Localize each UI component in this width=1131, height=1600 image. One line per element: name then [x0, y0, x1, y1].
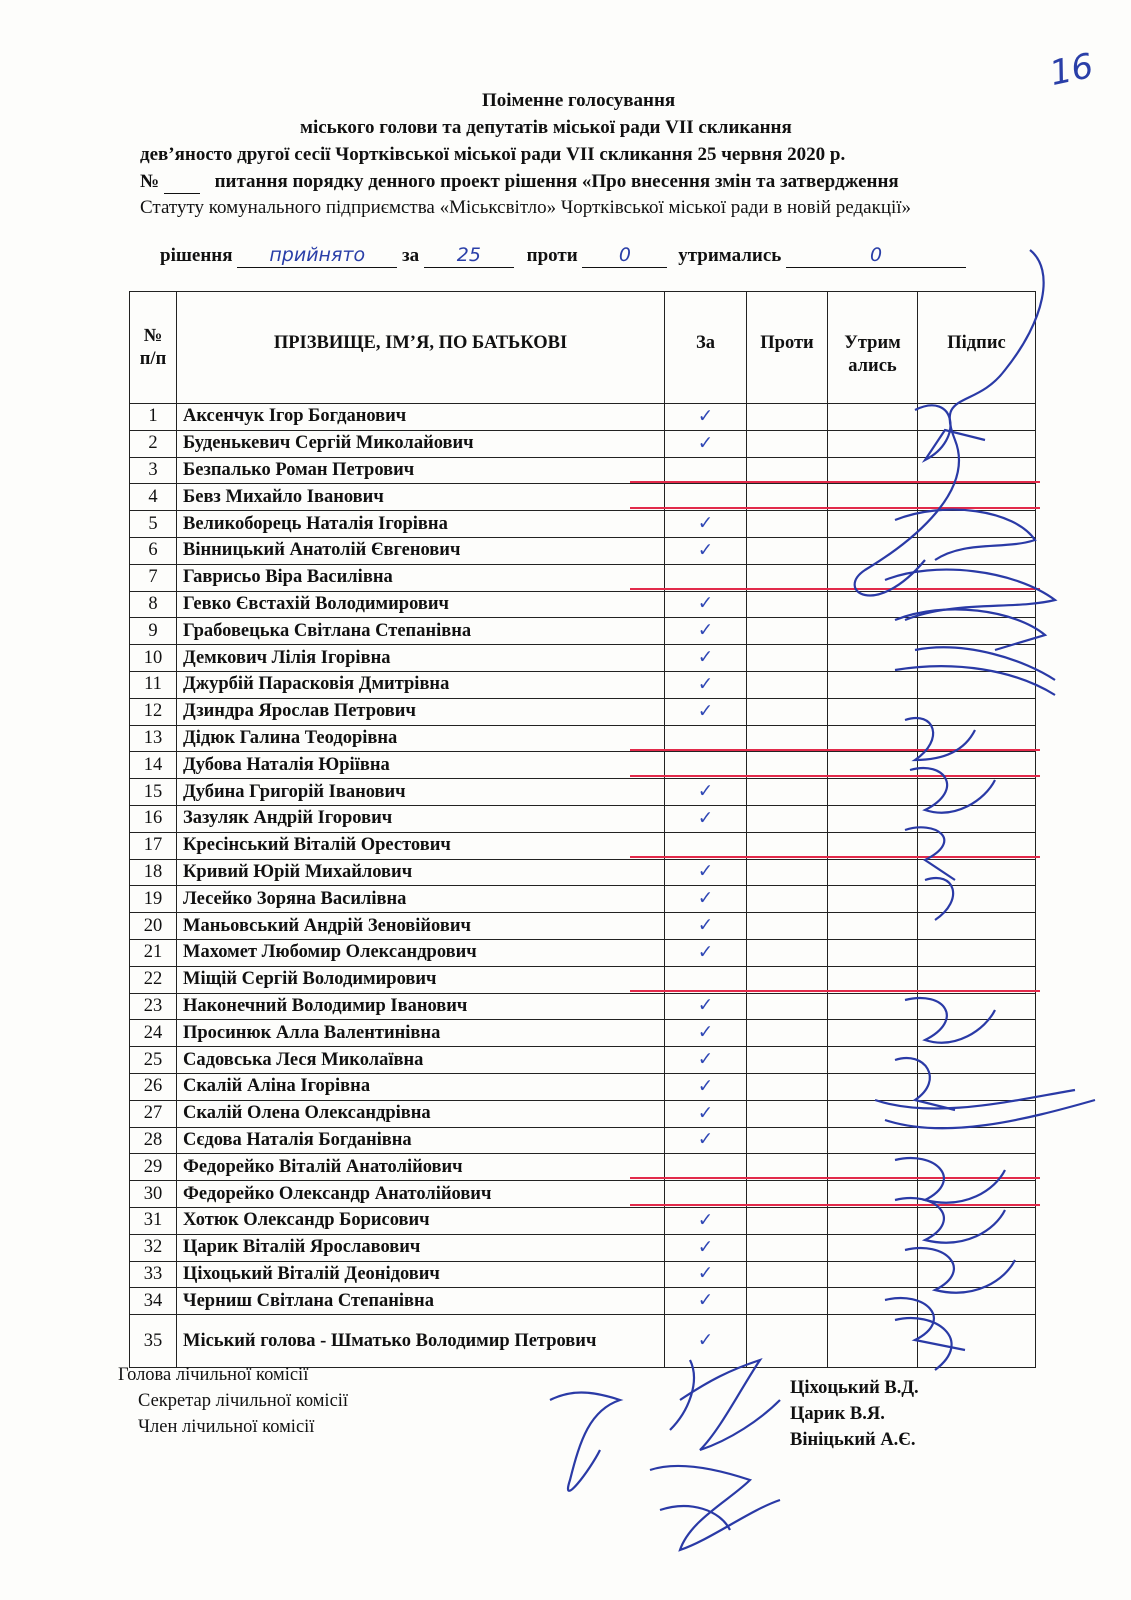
col-header-against: Проти [747, 292, 828, 404]
row-number: 25 [130, 1047, 177, 1074]
header-line-3: дев’яносто другої сесії Чортківської міської ради VII скликання 25 червня 2020 р. [140, 144, 846, 165]
header-line-5: Статуту комунального підприємства «Міськсвітло» Чортківської міської ради в новій редакції» [140, 197, 912, 218]
check-mark-icon: ✓ [697, 1263, 714, 1285]
col-header-name: ПРІЗВИЩЕ, ІМ’Я, ПО БАТЬКОВІ [177, 292, 665, 404]
row-number: 12 [130, 698, 177, 725]
vote-for-cell [665, 913, 747, 940]
deputy-name: Безпалько Роман Петрович [177, 457, 665, 484]
row-number: 28 [130, 1127, 177, 1154]
row-number: 17 [130, 832, 177, 859]
member-name: Вініцький А.Є. [790, 1430, 916, 1450]
row-number: 24 [130, 1020, 177, 1047]
row-number: 30 [130, 1181, 177, 1208]
col-header-signature: Підпис [918, 292, 1036, 404]
check-mark-icon: ✓ [697, 405, 714, 427]
deputy-name: Міський голова - Шматько Володимир Петрович [177, 1315, 665, 1368]
deputy-name: Сєдова Наталія Богданівна [177, 1127, 665, 1154]
chair-label: Голова лічильної комісії [118, 1365, 309, 1385]
deputy-name: Демкович Лілія Ігорівна [177, 645, 665, 672]
deputy-name: Грабовецька Світлана Степанівна [177, 618, 665, 645]
row-number: 4 [130, 484, 177, 511]
check-mark-icon: ✓ [697, 915, 714, 937]
row-number: 33 [130, 1261, 177, 1288]
against-value: 0 [618, 244, 631, 266]
check-mark-icon: ✓ [697, 807, 714, 829]
col-header-for: За [665, 292, 747, 404]
deputy-name: Міщій Сергій Володимирович [177, 966, 665, 993]
deputy-name: Хотюк Олександр Борисович [177, 1207, 665, 1234]
for-value: 25 [456, 244, 481, 266]
row-number: 27 [130, 1100, 177, 1127]
vote-for-cell [665, 725, 747, 752]
vote-for-cell [665, 591, 747, 618]
row-number: 7 [130, 564, 177, 591]
row-number: 34 [130, 1288, 177, 1315]
row-number: 3 [130, 457, 177, 484]
deputy-name: Скалій Аліна Ігорівна [177, 1073, 665, 1100]
deputy-name: Аксенчук Ігор Богданович [177, 404, 665, 431]
vote-for-cell [665, 404, 747, 431]
secretary-label: Секретар лічильної комісії [138, 1391, 349, 1411]
deputy-name: Кривий Юрій Михайлович [177, 859, 665, 886]
deputy-name: Махомет Любомир Олександрович [177, 939, 665, 966]
vote-for-cell [665, 886, 747, 913]
check-mark-icon: ✓ [697, 1049, 714, 1071]
vote-for-cell [665, 537, 747, 564]
deputy-name: Маньовський Андрій Зеновійович [177, 913, 665, 940]
check-mark-icon: ✓ [697, 781, 714, 803]
vote-for-cell [665, 698, 747, 725]
check-mark-icon: ✓ [697, 888, 714, 910]
document-title: Поіменне голосування [482, 90, 676, 111]
vote-for-cell [665, 1234, 747, 1261]
vote-for-cell [665, 511, 747, 538]
member-label: Член лічильної комісії [138, 1417, 315, 1437]
vote-for-cell [665, 1073, 747, 1100]
item-number-blank [164, 171, 200, 194]
deputy-name: Гаврисьо Віра Василівна [177, 564, 665, 591]
vote-for-cell [665, 457, 747, 484]
item-number-label: № [140, 171, 160, 192]
for-value-field [424, 244, 514, 268]
deputy-name: Наконечний Володимир Іванович [177, 993, 665, 1020]
deputy-name: Лесейко Зоряна Василівна [177, 886, 665, 913]
check-mark-icon: ✓ [697, 620, 714, 642]
row-number: 2 [130, 430, 177, 457]
vote-for-cell [665, 1100, 747, 1127]
check-mark-icon: ✓ [697, 647, 714, 669]
abstain-label: утримались [678, 245, 782, 266]
vote-for-cell [665, 1127, 747, 1154]
row-number: 11 [130, 671, 177, 698]
check-mark-icon: ✓ [697, 995, 714, 1017]
row-number: 32 [130, 1234, 177, 1261]
secretary-name: Царик В.Я. [790, 1404, 885, 1424]
page-number: 16 [1046, 45, 1097, 95]
vote-for-cell [665, 939, 747, 966]
vote-for-cell [665, 805, 747, 832]
check-mark-icon: ✓ [697, 539, 714, 561]
check-mark-icon: ✓ [697, 1209, 714, 1231]
row-number: 14 [130, 752, 177, 779]
deputy-name: Скалій Олена Олександрівна [177, 1100, 665, 1127]
vote-for-cell [665, 1047, 747, 1074]
check-mark-icon: ✓ [697, 1290, 714, 1312]
vote-for-cell [665, 645, 747, 672]
deputy-name: Вінницький Анатолій Євгенович [177, 537, 665, 564]
col-header-number: № п/п [130, 292, 177, 404]
deputy-name: Федорейко Віталій Анатолійович [177, 1154, 665, 1181]
vote-for-cell [665, 1261, 747, 1288]
vote-for-cell [665, 966, 747, 993]
abstain-value: 0 [870, 244, 883, 266]
deputy-name: Джурбій Парасковія Дмитрівна [177, 671, 665, 698]
vote-for-cell [665, 1288, 747, 1315]
row-number: 18 [130, 859, 177, 886]
row-number: 1 [130, 404, 177, 431]
deputy-name: Дубова Наталія Юріївна [177, 752, 665, 779]
vote-for-cell [665, 671, 747, 698]
check-mark-icon: ✓ [697, 941, 714, 963]
deputy-name: Просинюк Алла Валентинівна [177, 1020, 665, 1047]
vote-for-cell [665, 1207, 747, 1234]
commission-signatures [530, 1340, 820, 1590]
for-label: за [402, 245, 420, 266]
row-number: 29 [130, 1154, 177, 1181]
row-number: 16 [130, 805, 177, 832]
check-mark-icon: ✓ [697, 861, 714, 883]
check-mark-icon: ✓ [697, 593, 714, 615]
vote-for-cell [665, 779, 747, 806]
row-number: 31 [130, 1207, 177, 1234]
check-mark-icon: ✓ [697, 1075, 714, 1097]
deputy-name: Дзиндра Ярослав Петрович [177, 698, 665, 725]
row-number: 26 [130, 1073, 177, 1100]
col-header-abstain: Утримались [828, 292, 918, 404]
header-line-4 [140, 171, 1035, 194]
row-number: 35 [130, 1315, 177, 1368]
against-label: проти [526, 245, 578, 266]
row-number: 23 [130, 993, 177, 1020]
check-mark-icon: ✓ [697, 513, 714, 535]
deputy-name: Садовська Леся Миколаївна [177, 1047, 665, 1074]
check-mark-icon: ✓ [697, 1102, 714, 1124]
vote-for-cell [665, 859, 747, 886]
deputy-name: Кресінський Віталій Орестович [177, 832, 665, 859]
vote-for-cell [665, 618, 747, 645]
row-number: 8 [130, 591, 177, 618]
check-mark-icon: ✓ [697, 1236, 714, 1258]
deputy-name: Дубина Григорій Іванович [177, 779, 665, 806]
vote-for-cell [665, 993, 747, 1020]
vote-for-cell [665, 1020, 747, 1047]
row-number: 13 [130, 725, 177, 752]
check-mark-icon: ✓ [697, 1330, 714, 1352]
deputy-name: Дідюк Галина Теодорівна [177, 725, 665, 752]
against-value-field [582, 244, 667, 268]
header-line-2: міського голови та депутатів міської ради VII скликання [300, 117, 792, 138]
decision-value: прийнято [269, 244, 366, 266]
row-number: 9 [130, 618, 177, 645]
deputy-name: Царик Віталій Ярославович [177, 1234, 665, 1261]
deputy-name: Зазуляк Андрій Ігорович [177, 805, 665, 832]
vote-for-cell [665, 430, 747, 457]
row-number: 20 [130, 913, 177, 940]
decision-label: рішення [160, 245, 233, 266]
check-mark-icon: ✓ [697, 1022, 714, 1044]
decision-value-field [237, 244, 397, 268]
check-mark-icon: ✓ [697, 673, 714, 695]
deputy-name: Великоборець Наталія Ігорівна [177, 511, 665, 538]
item-text: питання порядку денного проект рішення «Про внесення змін та затвердження [214, 171, 899, 192]
deputy-name: Гевко Євстахій Володимирович [177, 591, 665, 618]
row-number: 10 [130, 645, 177, 672]
check-mark-icon: ✓ [697, 1129, 714, 1151]
row-number: 19 [130, 886, 177, 913]
row-number: 15 [130, 779, 177, 806]
row-number: 6 [130, 537, 177, 564]
chair-name: Ціхоцький В.Д. [790, 1378, 919, 1398]
deputy-name: Буденькевич Сергій Миколайович [177, 430, 665, 457]
deputy-name: Федорейко Олександр Анатолійович [177, 1181, 665, 1208]
deputy-name: Черниш Світлана Степанівна [177, 1288, 665, 1315]
check-mark-icon: ✓ [697, 432, 714, 454]
check-mark-icon: ✓ [697, 700, 714, 722]
row-number: 5 [130, 511, 177, 538]
deputy-name: Ціхоцький Віталій Деонідович [177, 1261, 665, 1288]
deputy-name: Бевз Михайло Іванович [177, 484, 665, 511]
row-number: 22 [130, 966, 177, 993]
signatures-column-scribbles [815, 240, 1131, 1380]
row-number: 21 [130, 939, 177, 966]
